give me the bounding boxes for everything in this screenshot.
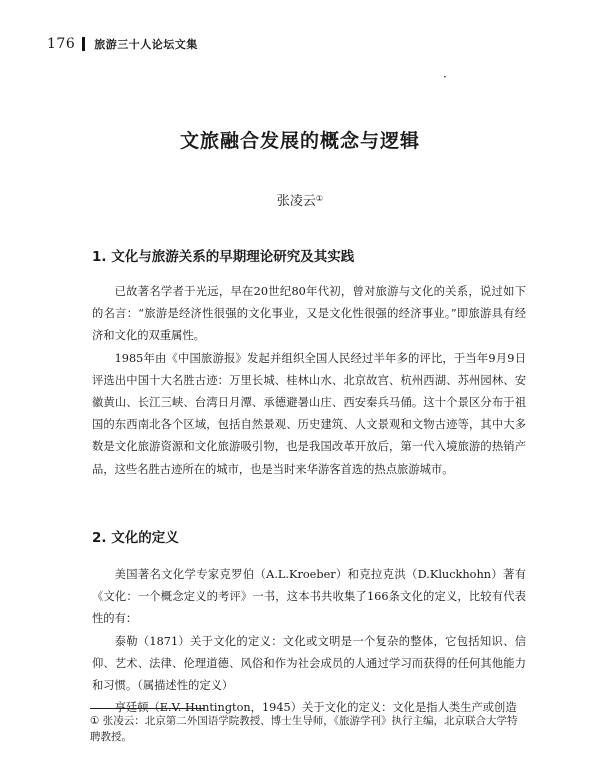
footnote: ① 张凌云：北京第二外国语学院教授、博士生导师，《旅游学刊》执行主编，北京联合大学特聘教授。: [90, 715, 518, 743]
stray-mark: ·: [443, 70, 447, 84]
header-divider: [82, 37, 85, 51]
paragraph: 美国著名文化学专家克罗伯（A.L.Kroeber）和克拉克洪（D.Kluckhohn）著有《文化：一个概念定义的考评》一书，这本书共收集了166条文化的定义，比较有代表性的有：: [92, 568, 526, 626]
paragraph: 亨廷顿（E.V. Huntington，1945）关于文化的定义：文化是指人类生产或创造: [114, 701, 517, 715]
section-2-body: [92, 564, 526, 719]
paragraph: 泰勒（1871）关于文化的定义：文化或文明是一个复杂的整体，它包括知识、信仰、艺术、法律、伦理道德、风俗和作为社会成员的人通过学习而获得的任何其他能力和习惯。（属描述性的定义）: [92, 634, 526, 693]
article-title: 文旅融合发展的概念与逻辑: [179, 130, 420, 152]
paragraph: 1985年由《中国旅游报》发起并组织全国人民经过半年多的评比，于当年9月9日评选出中国十大名胜古迹：万里长城、桂林山水、北京故宫、杭州西湖、苏州园林、安徽黄山、长江三峡、台湾日月潭、承德避暑山庄、西安秦兵马俑。这十个景区分布于祖国的东西南北各个区域，包括自然景观、历史建筑、人文景观和文物古迹等，其中大多数是文化旅游资源和文化旅游吸引物，也是我国改革开放后，第一代入境旅游的热销产品，这些名胜古迹所在的城市，也是当时来华游客首选的热点旅游城市。: [92, 351, 526, 476]
author-line: [0, 190, 600, 209]
section-1-body: [92, 281, 526, 481]
author-footnote-marker: ①: [315, 194, 324, 203]
section-1-heading: 1. 文化与旅游关系的早期理论研究及其实践: [92, 249, 355, 265]
paragraph: 已故著名学者于光远，早在20世纪80年代初，曾对旅游与文化的关系，说过如下的名言：“旅游是经济性很强的文化事业，又是文化性很强的经济事业。”即旅游具有经济和文化的双重属性。: [92, 285, 526, 343]
author-name: 张凌云: [276, 194, 316, 209]
page-number: 176: [47, 36, 76, 52]
book-title: 旅游三十人论坛文集: [94, 38, 198, 51]
footnote-rule: [90, 708, 205, 709]
section-2-heading: 2. 文化的定义: [92, 530, 179, 546]
running-header: [47, 36, 198, 52]
